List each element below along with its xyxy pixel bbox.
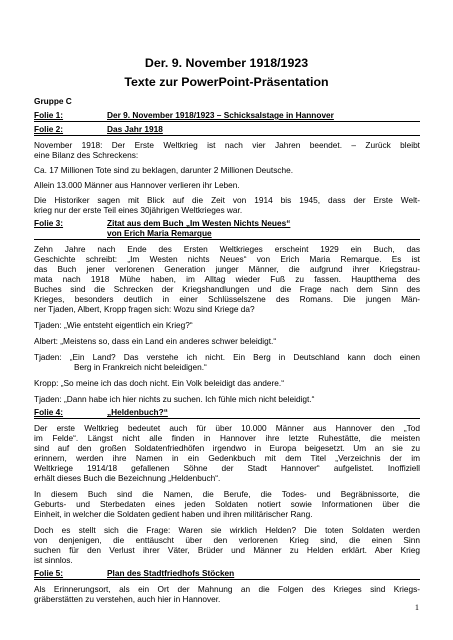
- divider: [34, 239, 420, 240]
- folie-3-heading: [34, 218, 420, 230]
- paragraph-line: Die Historiker sagen mit Blick auf die Zeit von 1914 bis 1945, dass der Erste Welt-: [34, 195, 420, 205]
- paragraph-line: Weltkriege 1914/18 gefallenen Söhne der Stadt Hannover“ aufgelistet. Inoffiziell: [34, 463, 420, 473]
- folie-2-title: Das Jahr 1918: [107, 124, 163, 134]
- paragraph-line: November 1918: Der Erste Weltkrieg ist nach vier Jahren beendet. – Zurück bleibt: [34, 140, 420, 150]
- folie-4-title: „Heldenbuch?“: [107, 407, 168, 417]
- paragraph-line: sind auf den großen Soldatenfriedhöfen irgendwo in Europa beigesetzt. Um an sie zu: [34, 443, 420, 453]
- paragraph-line: das Buch jener verlorenen Generation junger Männer, die aufgrund ihrer Kriegstrau-: [34, 264, 420, 274]
- page-number: 1: [414, 603, 419, 612]
- paragraph-line: Buches sind die Schrecken der Kriegshandlungen und die Frage nach dem Sinn des: [34, 284, 420, 294]
- paragraph-line: Allein 13.000 Männer aus Hannover verlieren ihr Leben.: [34, 180, 240, 190]
- paragraph-line: von denjenigen, die enttäuscht über den verlorenen Krieg sind, die einen Sinn: [34, 535, 420, 545]
- paragraph-line: eine Bilanz des Schreckens:: [34, 150, 139, 160]
- dialogue-line: Albert: „Meistens so, dass ein Land ein anderes schwer beleidigt.“: [34, 336, 277, 346]
- dialogue-line: Tjaden: „Wie entsteht eigentlich ein Krieg?“: [34, 320, 193, 330]
- dialogue-line: Tjaden: „Ein Land? Das verstehe ich nicht. Ein Berg in Deutschland kann doch einen: [34, 352, 420, 362]
- paragraph-line: erinnern, werden ihre Namen in ein Gedenkbuch mit dem Titel „Verzeichnis der im: [34, 453, 420, 463]
- folie-2-label: Folie 2:: [34, 124, 64, 134]
- folie-1-heading: [34, 110, 420, 122]
- divider: [34, 135, 420, 136]
- folie-1-title: Der 9. November 1918/1923 – Schicksalstage in Hannover: [107, 110, 334, 120]
- paragraph-line: Geschichte schreibt: „Im Westen nichts Neues“ von Erich Maria Remarque. Es ist: [34, 254, 420, 264]
- folie-4-heading: [34, 407, 420, 419]
- folie-5-label: Folie 5:: [34, 568, 64, 578]
- paragraph-line: gräberstätten zu verstehen, auch hier in Hannover.: [34, 594, 221, 604]
- folie-5-heading: [34, 568, 420, 580]
- paragraph-line: In diesem Buch sind die Namen, die Berufe, die Todes- und Begräbnissorte, die: [34, 489, 420, 499]
- paragraph-line: Geburts- und Sterbedaten eines jeden Soldaten notiert sowie Informationen über die: [34, 499, 420, 509]
- folie-3-title-line-2: von Erich Maria Remarque: [107, 228, 212, 238]
- paragraph-line: Einheit, in welcher die Soldaten gedient haben und ihren militärischer Rang.: [34, 509, 313, 519]
- paragraph-line: Zehn Jahre nach Ende des Ersten Weltkrieges erscheint 1929 ein Buch, das: [34, 244, 420, 254]
- divider: [34, 121, 420, 122]
- dialogue-line: Berg in Frankreich nicht beleidigen.“: [74, 362, 207, 372]
- dialogue-line: Kropp: „So meine ich das doch nicht. Ein Volk beleidigt das andere.“: [34, 378, 284, 388]
- folie-3-title: Zitat aus dem Buch „Im Westen Nichts Neues“: [107, 218, 291, 228]
- folie-3-label: Folie 3:: [34, 218, 64, 228]
- folie-5-title: Plan des Stadtfriedhofs Stöcken: [107, 568, 235, 578]
- paragraph-line: ist sinnlos.: [34, 555, 73, 565]
- divider: [34, 418, 420, 419]
- paragraph-line: Doch es stellt sich die Frage: Waren sie wirklich Helden? Die toten Soldaten werden: [34, 525, 420, 535]
- paragraph-line: Der erste Weltkrieg bedeutet auch für über 10.000 Männer aus Hannover den „Tod: [34, 423, 420, 433]
- document-subtitle: Texte zur PowerPoint-Präsentation: [124, 75, 329, 89]
- dialogue-line: Tjaden: „Dann habe ich hier nichts zu suchen. Ich fühle mich nicht beleidigt.“: [34, 394, 315, 404]
- paragraph-line: Als Erinnerungsort, als ein Ort der Mahnung an die Folgen des Krieges sind Kriegs-: [34, 584, 420, 594]
- paragraph-line: suchen für den Verlust ihrer Väter, Brüder und Männer zu Helden erklärt. Aber Krieg: [34, 545, 420, 555]
- divider: [34, 579, 420, 580]
- paragraph-line: erhält dieses Buch die Bezeichnung „Heldenbuch“.: [34, 473, 221, 483]
- folie-2-heading: [34, 124, 420, 136]
- folie-4-label: Folie 4:: [34, 407, 64, 417]
- folie-1-label: Folie 1:: [34, 110, 64, 120]
- paragraph-line: Ca. 17 Millionen Tote sind zu beklagen, darunter 2 Millionen Deutsche.: [34, 165, 294, 175]
- group-label: Gruppe C: [34, 96, 72, 106]
- paragraph-line: mata nach 1918 Mühe haben, im Alltag wieder Fuß zu fassen. Hauptthema des: [34, 274, 420, 284]
- paragraph-line: ner Tjaden, Albert, Kropp fragen sich: Wozu sind Kriege da?: [34, 304, 255, 314]
- document-title: Der. 9. November 1918/1923: [144, 56, 309, 70]
- paragraph-line: Krieges, besonders deutlich in einer Schlüsselszene des Romans. Die jungen Män-: [34, 294, 420, 304]
- paragraph-line: krieg nur der erste Teil eines 30jährigen Weltkrieges war.: [34, 205, 243, 215]
- paragraph-line: im Felde“. Längst nicht alle finden in Hannover ihre letzte Ruhestätte, die meisten: [34, 433, 420, 443]
